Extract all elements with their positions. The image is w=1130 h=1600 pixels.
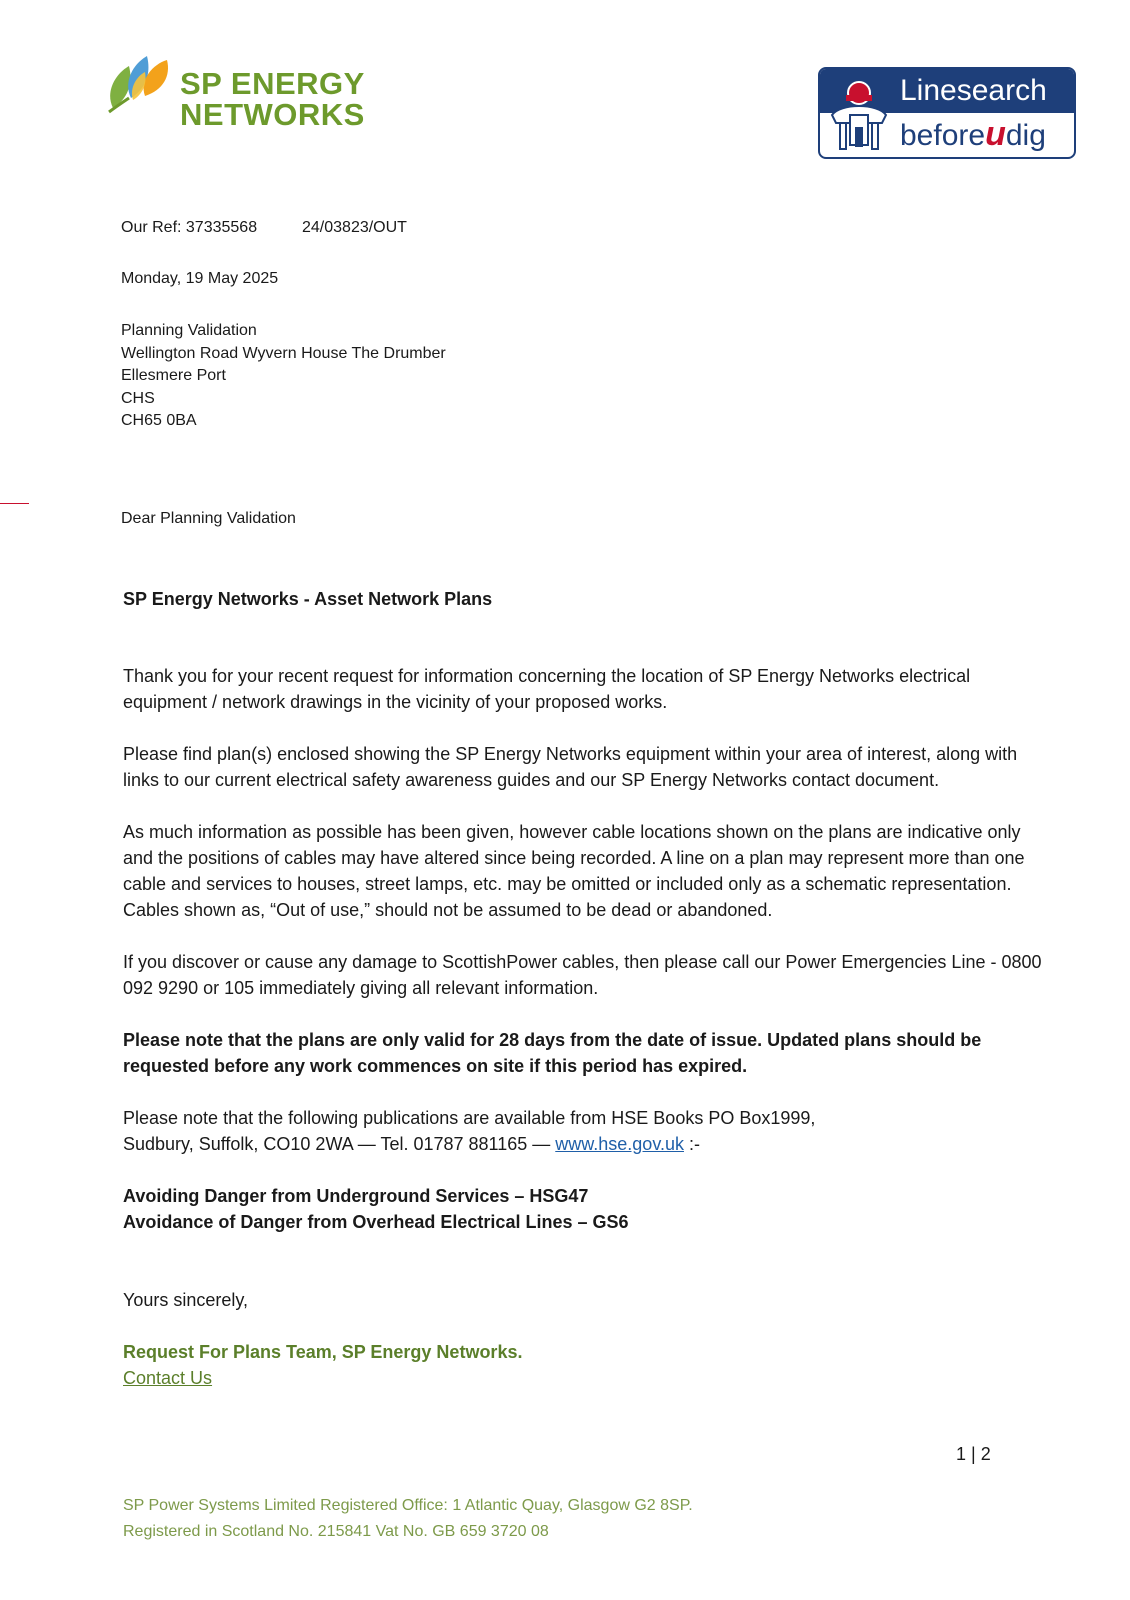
address-line: Wellington Road Wyvern House The Drumber xyxy=(121,344,446,362)
fold-mark xyxy=(0,503,29,504)
our-ref: Our Ref: 37335568 xyxy=(121,219,258,236)
digger-figure-icon xyxy=(826,73,892,155)
address-line: CHS xyxy=(121,389,155,407)
address-line: CH65 0BA xyxy=(121,412,197,429)
paragraph-validity-notice: Please note that the plans are only valid for 28 days from the date of issue. Updated plans should be requested before any work commences on site if this period has expired. xyxy=(123,1030,982,1076)
footer-line: Registered in Scotland No. 215841 Vat No. GB 659 3720 08 xyxy=(123,1523,549,1540)
closing: Yours sincerely, xyxy=(123,1290,249,1310)
salutation: Dear Planning Validation xyxy=(121,510,296,527)
ref-code: 24/03823/OUT xyxy=(302,219,407,236)
footer-line: SP Power Systems Limited Registered Office: 1 Atlantic Quay, Glasgow G2 8SP. xyxy=(123,1497,693,1514)
hse-website-link[interactable]: www.hse.gov.uk xyxy=(555,1134,684,1154)
linesearch-logo xyxy=(818,67,1076,159)
paragraph-cable-accuracy: As much information as possible has been given, however cable locations shown on the plans are indicative only and the positions of cables may have altered since being recorded. A line on a plan may represent more than one cable and services to houses, street lamps, etc. may be omitted or included only as a schematic representation. Cables shown as, “Out of use,” should not be assumed to be dead or abandoned. xyxy=(123,822,1025,920)
signature xyxy=(123,1339,1043,1391)
subject-heading: SP Energy Networks - Asset Network Plans xyxy=(123,589,493,609)
address-line: Ellesmere Port xyxy=(121,367,226,384)
paragraph-publications: Please note that the following publications are available from HSE Books PO Box1999, Sudbury, Suffolk, CO10 2WA — Tel. 01787 881165 — www.hse.gov.uk :- xyxy=(123,1108,816,1154)
publication-item: Avoidance of Danger from Overhead Electrical Lines – GS6 xyxy=(123,1212,629,1232)
paragraph-thanks: Thank you for your recent request for information concerning the location of SP Energy Networks electrical equipment / network drawings in the vicinity of your proposed works. xyxy=(123,666,971,712)
flame-leaf-icon xyxy=(107,52,179,114)
recipient-address xyxy=(121,320,446,433)
paragraph-emergency: If you discover or cause any damage to ScottishPower cables, then please call our Power Emergencies Line - 0800 092 9290 or 105 immediately giving all relevant information. xyxy=(123,952,1042,998)
contact-us-link[interactable]: Contact Us xyxy=(123,1368,213,1388)
footer xyxy=(123,1493,693,1545)
paragraph-plans-enclosed: Please find plan(s) enclosed showing the SP Energy Networks equipment within your area of interest, along with links to our current electrical safety awareness guides and our SP Energy Networks contact document. xyxy=(123,744,1018,790)
linesearch-title: Linesearch xyxy=(900,74,1047,107)
sp-logo-line2: NETWORKS xyxy=(180,97,365,132)
sp-energy-networks-logo xyxy=(107,52,387,134)
letter-date: Monday, 19 May 2025 xyxy=(121,270,279,287)
sp-logo-line1: SP ENERGY xyxy=(180,66,365,101)
address-line: Planning Validation xyxy=(121,322,257,339)
page-number: 1 | 2 xyxy=(956,1444,991,1464)
before-u-dig-text: beforeudig xyxy=(900,115,1046,153)
publication-item: Avoiding Danger from Underground Services – HSG47 xyxy=(123,1186,589,1206)
signature-team: Request For Plans Team, SP Energy Networks. xyxy=(123,1342,523,1362)
publication-list xyxy=(123,1183,1043,1235)
letter-body xyxy=(123,663,1043,1391)
reference xyxy=(121,217,407,240)
